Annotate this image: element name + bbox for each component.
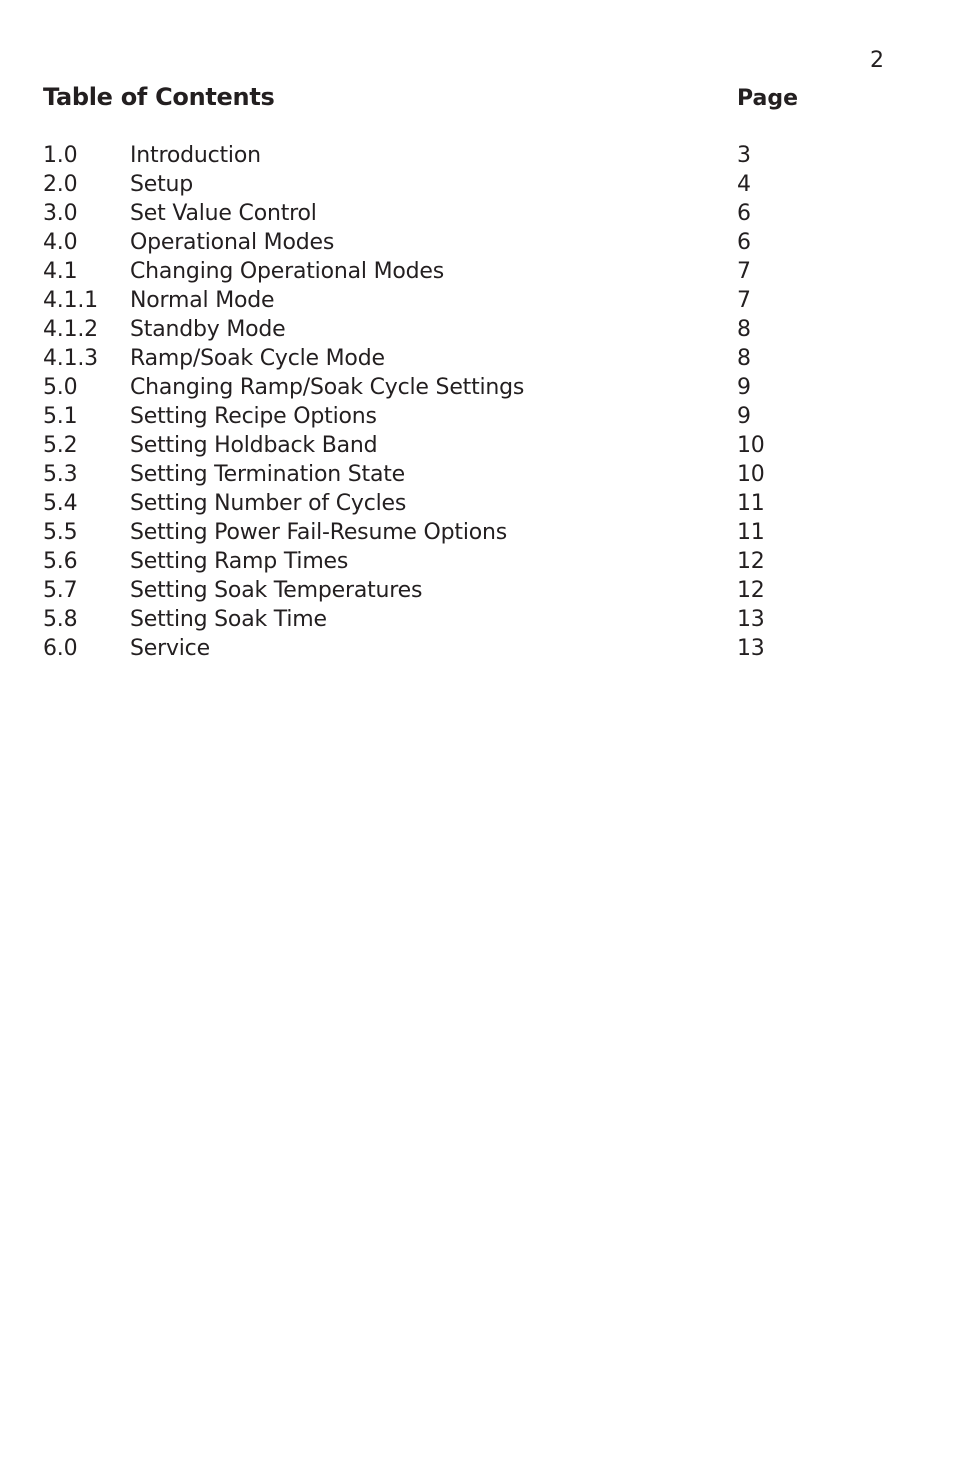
toc-entry[interactable] xyxy=(43,286,843,315)
toc-entry[interactable] xyxy=(43,605,843,634)
toc-entry[interactable] xyxy=(43,199,843,228)
toc-entry[interactable] xyxy=(43,634,843,663)
toc-entry-label: Normal Mode xyxy=(130,288,275,313)
toc-entry-number: 4.0 xyxy=(43,230,78,255)
toc-entry-page: 8 xyxy=(737,346,751,371)
toc-title: Table of Contents xyxy=(43,83,275,111)
toc-entry[interactable] xyxy=(43,431,843,460)
toc-entry[interactable] xyxy=(43,257,843,286)
toc-entry-number: 6.0 xyxy=(43,636,78,661)
toc-entry[interactable] xyxy=(43,576,843,605)
toc-entry-page: 9 xyxy=(737,375,751,400)
page-number: 2 xyxy=(870,48,884,73)
toc-entry-label: Setting Recipe Options xyxy=(130,404,377,429)
toc-entry-page: 6 xyxy=(737,201,751,226)
toc-entry-number: 5.6 xyxy=(43,549,78,574)
toc-list xyxy=(43,141,843,663)
toc-entry-page: 3 xyxy=(737,143,751,168)
toc-entry-label: Changing Ramp/Soak Cycle Settings xyxy=(130,375,525,400)
page-column-heading: Page xyxy=(737,86,799,111)
toc-entry-page: 13 xyxy=(737,636,765,661)
toc-entry[interactable] xyxy=(43,518,843,547)
toc-entry-number: 5.5 xyxy=(43,520,78,545)
toc-entry-label: Setting Power Fail-Resume Options xyxy=(130,520,508,545)
toc-entry[interactable] xyxy=(43,228,843,257)
toc-entry[interactable] xyxy=(43,141,843,170)
toc-entry[interactable] xyxy=(43,489,843,518)
toc-entry[interactable] xyxy=(43,344,843,373)
toc-entry-label: Setting Number of Cycles xyxy=(130,491,407,516)
toc-entry-page: 13 xyxy=(737,607,765,632)
toc-entry-page: 7 xyxy=(737,288,751,313)
toc-entry-number: 4.1.2 xyxy=(43,317,98,342)
toc-entry[interactable] xyxy=(43,373,843,402)
toc-entry-number: 4.1.1 xyxy=(43,288,98,313)
toc-entry-label: Setting Soak Time xyxy=(130,607,327,632)
toc-entry-label: Setting Soak Temperatures xyxy=(130,578,423,603)
toc-entry[interactable] xyxy=(43,170,843,199)
toc-entry-label: Set Value Control xyxy=(130,201,317,226)
toc-entry-label: Introduction xyxy=(130,143,261,168)
toc-entry-label: Setting Termination State xyxy=(130,462,405,487)
toc-entry-page: 10 xyxy=(737,462,765,487)
toc-entry-number: 5.8 xyxy=(43,607,78,632)
toc-entry-number: 5.3 xyxy=(43,462,78,487)
toc-entry[interactable] xyxy=(43,547,843,576)
toc-entry-label: Standby Mode xyxy=(130,317,286,342)
toc-entry-page: 11 xyxy=(737,491,765,516)
toc-entry-page: 4 xyxy=(737,172,751,197)
toc-entry-label: Service xyxy=(130,636,210,661)
toc-entry-label: Setup xyxy=(130,172,194,197)
toc-entry-number: 4.1.3 xyxy=(43,346,98,371)
toc-entry-label: Operational Modes xyxy=(130,230,335,255)
toc-entry[interactable] xyxy=(43,402,843,431)
toc-entry-label: Setting Holdback Band xyxy=(130,433,378,458)
toc-entry-page: 6 xyxy=(737,230,751,255)
toc-entry-number: 2.0 xyxy=(43,172,78,197)
toc-entry-number: 1.0 xyxy=(43,143,78,168)
toc-entry-page: 12 xyxy=(737,549,765,574)
toc-entry-label: Setting Ramp Times xyxy=(130,549,349,574)
toc-entry-page: 7 xyxy=(737,259,751,284)
toc-entry-number: 4.1 xyxy=(43,259,78,284)
toc-entry-number: 3.0 xyxy=(43,201,78,226)
toc-entry-page: 12 xyxy=(737,578,765,603)
toc-entry[interactable] xyxy=(43,460,843,489)
toc-entry-number: 5.2 xyxy=(43,433,78,458)
toc-entry-page: 8 xyxy=(737,317,751,342)
toc-entry-label: Ramp/Soak Cycle Mode xyxy=(130,346,385,371)
toc-entry-number: 5.7 xyxy=(43,578,78,603)
toc-entry-number: 5.4 xyxy=(43,491,78,516)
toc-entry-label: Changing Operational Modes xyxy=(130,259,444,284)
toc-entry-page: 9 xyxy=(737,404,751,429)
toc-entry[interactable] xyxy=(43,315,843,344)
toc-entry-number: 5.0 xyxy=(43,375,78,400)
toc-entry-page: 11 xyxy=(737,520,765,545)
toc-entry-number: 5.1 xyxy=(43,404,78,429)
toc-entry-page: 10 xyxy=(737,433,765,458)
